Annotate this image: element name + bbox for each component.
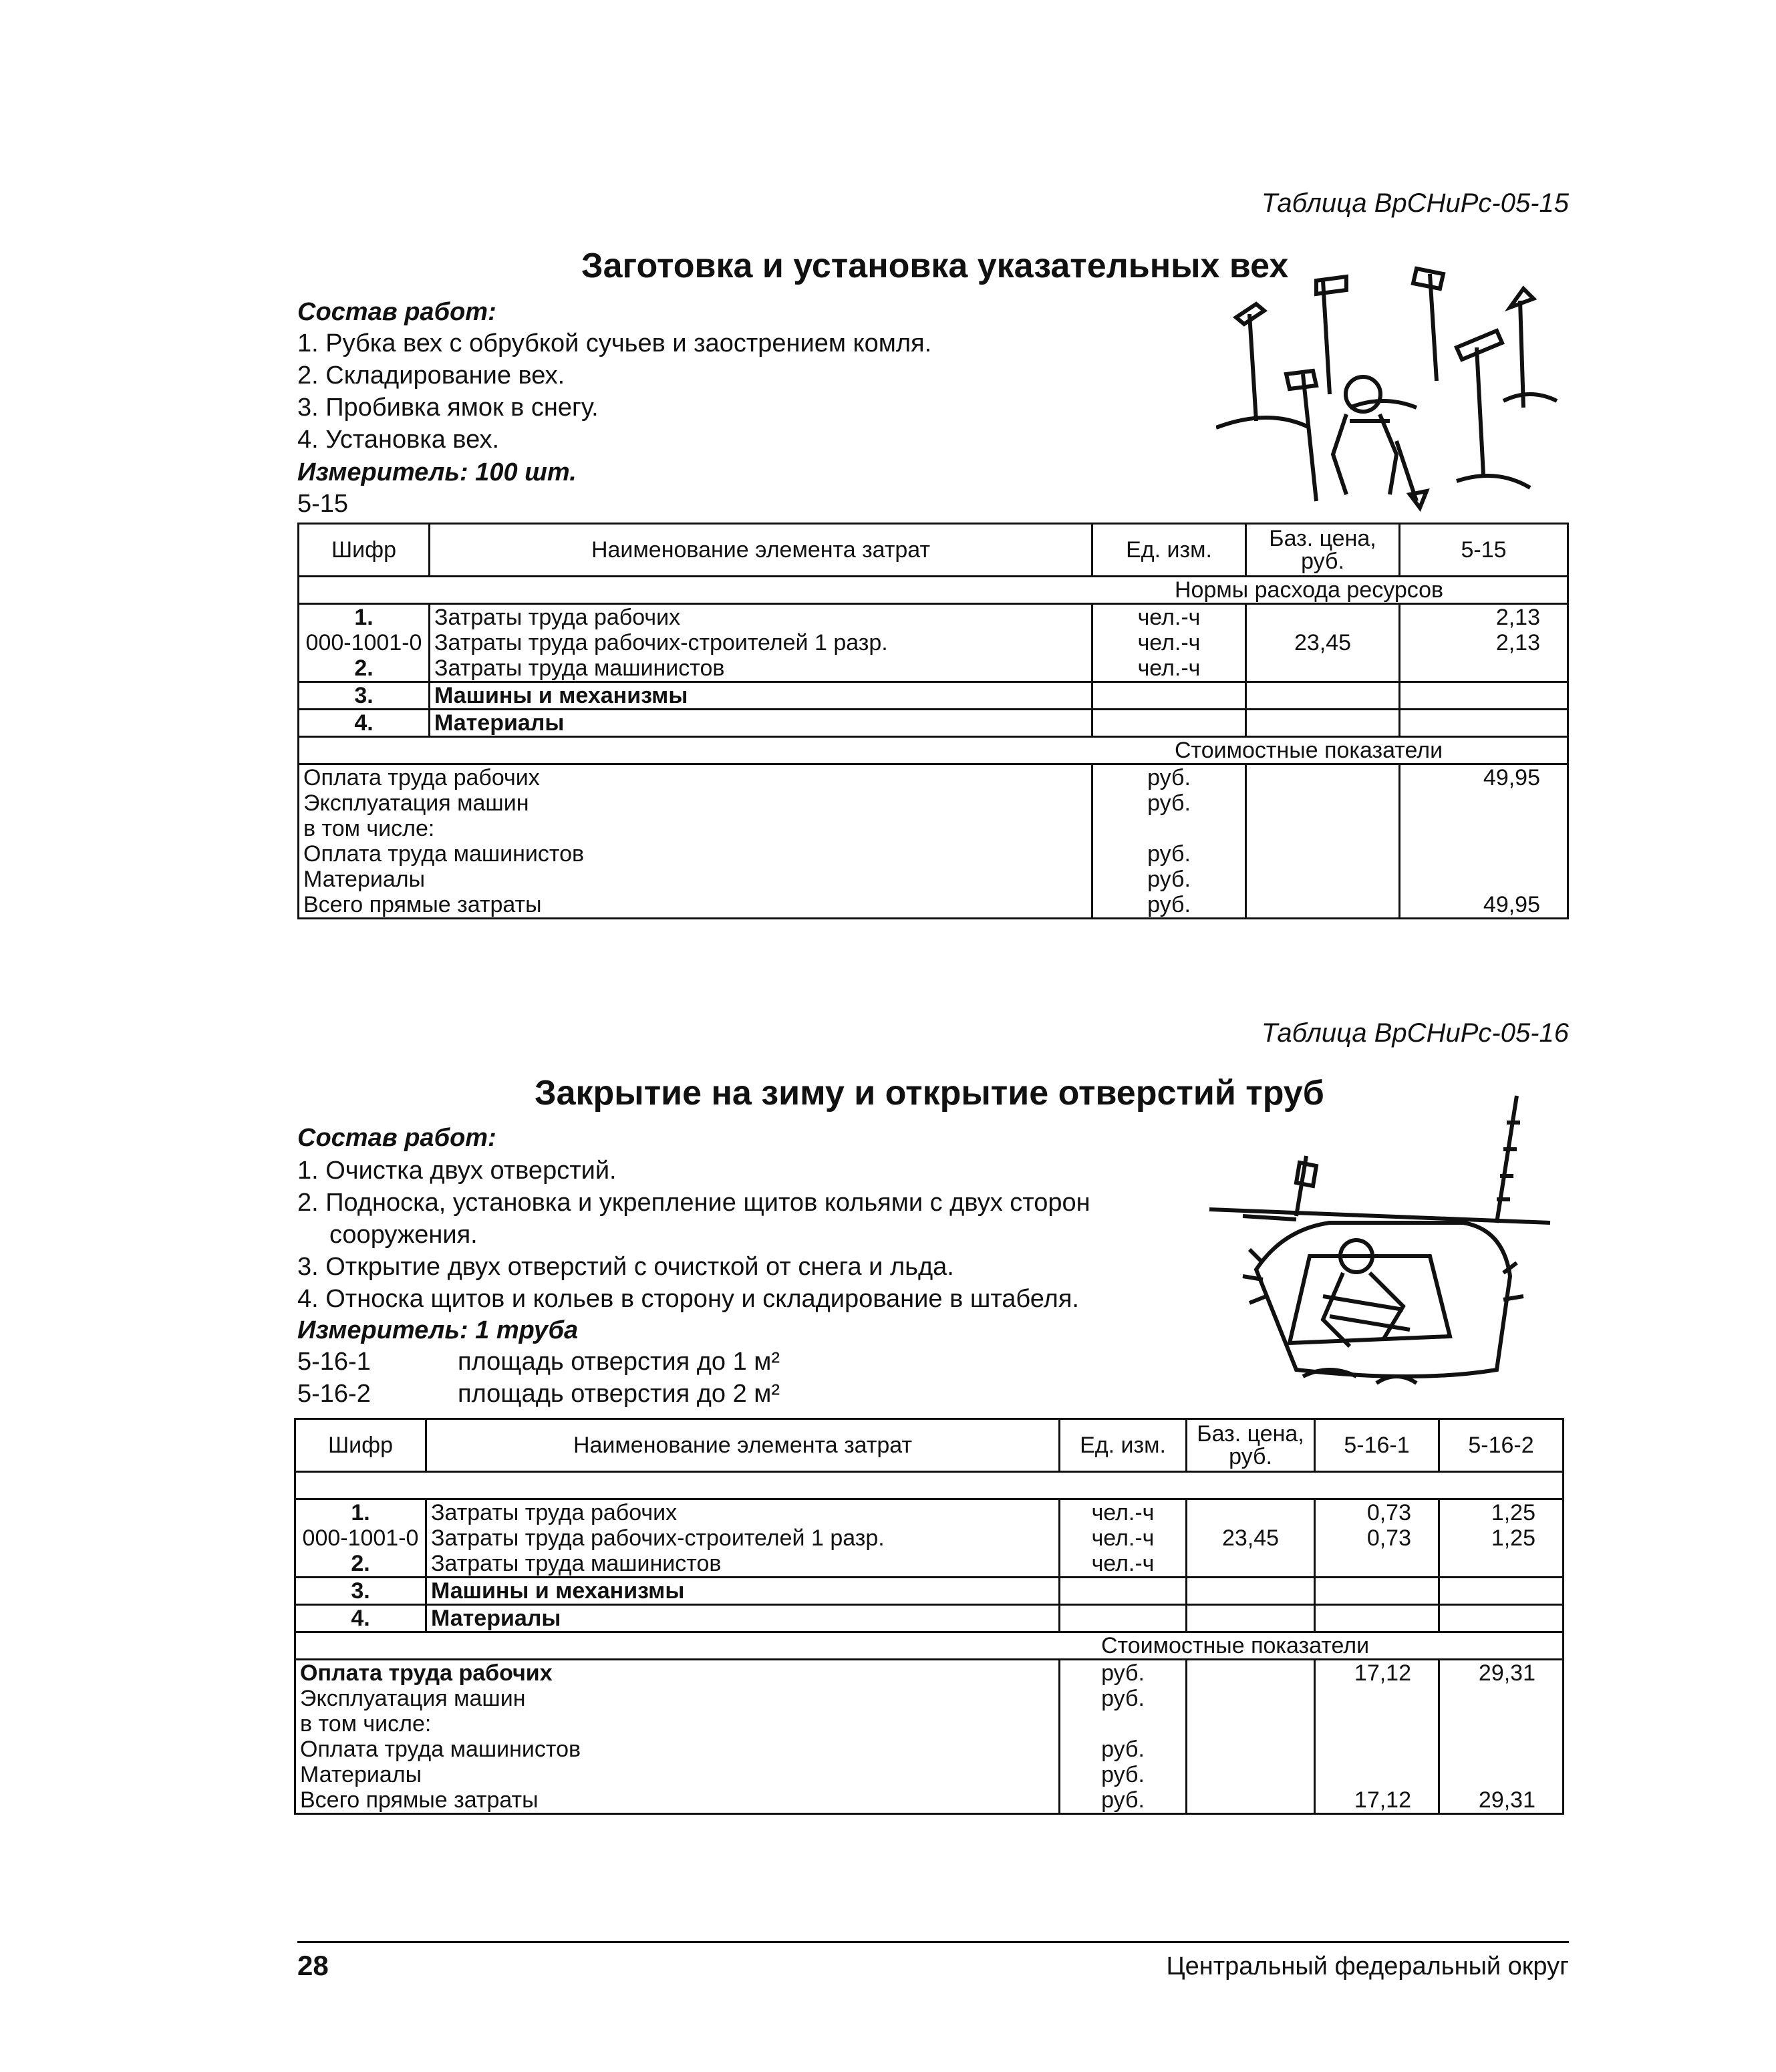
section-norms-row <box>299 577 1568 604</box>
section-cost: Стоимостные показатели <box>299 737 1568 764</box>
table-row: 3. Машины и механизмы <box>295 1578 1564 1605</box>
table-row: 2. Затраты труда машинистов чел.-ч <box>295 1551 1564 1578</box>
pipe-worker-illustration <box>1203 1082 1564 1417</box>
table-row: Оплата труда рабочих руб. 49,95 <box>299 764 1568 791</box>
table-row: Эксплуатация машин руб. <box>295 1686 1564 1711</box>
table2-header-row <box>295 1419 1564 1472</box>
header-col1: 5-15 <box>1400 524 1568 577</box>
step-1: 1. Рубка вех с обрубкой сучьев и заострением комля. <box>297 329 932 357</box>
header-code: Шифр <box>299 524 430 577</box>
table-row: 4. Материалы <box>299 710 1568 737</box>
table-row: 000-1001-0 Затраты труда рабочих-строителей 1 разр. чел.-ч 23,45 2,13 <box>299 630 1568 655</box>
table-row: 000-1001-0 Затраты труда рабочих-строителей 1 разр. чел.-ч 23,45 0,73 1,25 <box>295 1525 1564 1551</box>
section-cost-row <box>299 737 1568 764</box>
step-3: 3. Пробивка ямок в снегу. <box>297 394 599 422</box>
header-name: Наименование элемента затрат <box>426 1419 1060 1472</box>
header-price: Баз. цена, руб. <box>1246 524 1400 577</box>
header-unit: Ед. изм. <box>1060 1419 1187 1472</box>
step-4: 4. Установка вех. <box>297 426 500 454</box>
table-row: Эксплуатация машин руб. <box>299 790 1568 816</box>
table2-measure: Измеритель: 1 труба <box>297 1316 579 1344</box>
variant-2: 5-16-2 площадь отверстия до 2 м² <box>297 1380 780 1408</box>
table-row: Оплата труда машинистов руб. <box>299 841 1568 867</box>
table2-title: Закрытие на зиму и открытие отверстий труб <box>535 1074 1324 1113</box>
step-1: 1. Очистка двух отверстий. <box>297 1157 617 1185</box>
step-2: 2. Складирование вех. <box>297 361 565 390</box>
table-row: 1. Затраты труда рабочих чел.-ч 0,73 1,25 <box>295 1499 1564 1526</box>
table-row: Материалы руб. <box>299 867 1568 892</box>
header-col2: 5-16-2 <box>1439 1419 1564 1472</box>
table-row: 3. Машины и механизмы <box>299 682 1568 710</box>
header-code: Шифр <box>295 1419 426 1472</box>
step-2: 2. Подноска, установка и укрепление щитов кольями с двух сторон <box>297 1189 1090 1217</box>
signposts-illustration <box>1216 254 1564 514</box>
table2-steps <box>297 1155 1090 1315</box>
table1 <box>297 523 1569 919</box>
table2-composition-label: Состав работ: <box>297 1124 496 1152</box>
table-row: 2. Затраты труда машинистов чел.-ч <box>299 655 1568 682</box>
section-cost-row <box>295 1632 1564 1660</box>
table1-measure: Измеритель: 100 шт. <box>297 458 577 486</box>
table1-code-line: 5-15 <box>297 490 349 518</box>
table1-composition-label: Состав работ: <box>297 298 496 326</box>
footer-rule <box>297 1941 1569 1943</box>
table2-ref: Таблица ВрСНиРс-05-16 <box>1261 1018 1569 1048</box>
table1-steps <box>297 327 931 456</box>
step-4: 4. Относка щитов и кольев в сторону и складирование в штабеля. <box>297 1285 1079 1313</box>
header-unit: Ед. изм. <box>1092 524 1246 577</box>
table2-variants <box>297 1346 780 1410</box>
table-row: Оплата труда рабочих руб. 17,12 29,31 <box>295 1660 1564 1686</box>
variant-1: 5-16-1 площадь отверстия до 1 м² <box>297 1348 780 1376</box>
table1-header-row <box>299 524 1568 577</box>
header-name: Наименование элемента затрат <box>430 524 1092 577</box>
table-row: в том числе: <box>295 1711 1564 1737</box>
table-row: 1. Затраты труда рабочих чел.-ч 2,13 <box>299 604 1568 631</box>
table1-title: Заготовка и установка указательных вех <box>581 247 1289 285</box>
section-blank-row <box>295 1472 1564 1499</box>
page-number: 28 <box>297 1950 329 1981</box>
step-3: 3. Открытие двух отверстий с очисткой от снега и льда. <box>297 1253 954 1281</box>
table-row: Всего прямые затраты руб. 17,12 29,31 <box>295 1787 1564 1814</box>
section-cost: Стоимостные показатели <box>295 1632 1564 1660</box>
section-norms: Нормы расхода ресурсов <box>299 577 1568 604</box>
table-row: Всего прямые затраты руб. 49,95 <box>299 892 1568 919</box>
table-row: в том числе: <box>299 816 1568 841</box>
table2 <box>294 1418 1564 1815</box>
table-row: Материалы руб. <box>295 1762 1564 1787</box>
table-row: 4. Материалы <box>295 1605 1564 1632</box>
table1-ref: Таблица ВрСНиРс-05-15 <box>1261 188 1569 218</box>
footer-region: Центральный федеральный округ <box>1166 1952 1569 1980</box>
header-col1: 5-16-1 <box>1315 1419 1439 1472</box>
table-row: Оплата труда машинистов руб. <box>295 1737 1564 1762</box>
header-price: Баз. цена, руб. <box>1187 1419 1315 1472</box>
step-2-cont: сооружения. <box>329 1221 478 1249</box>
